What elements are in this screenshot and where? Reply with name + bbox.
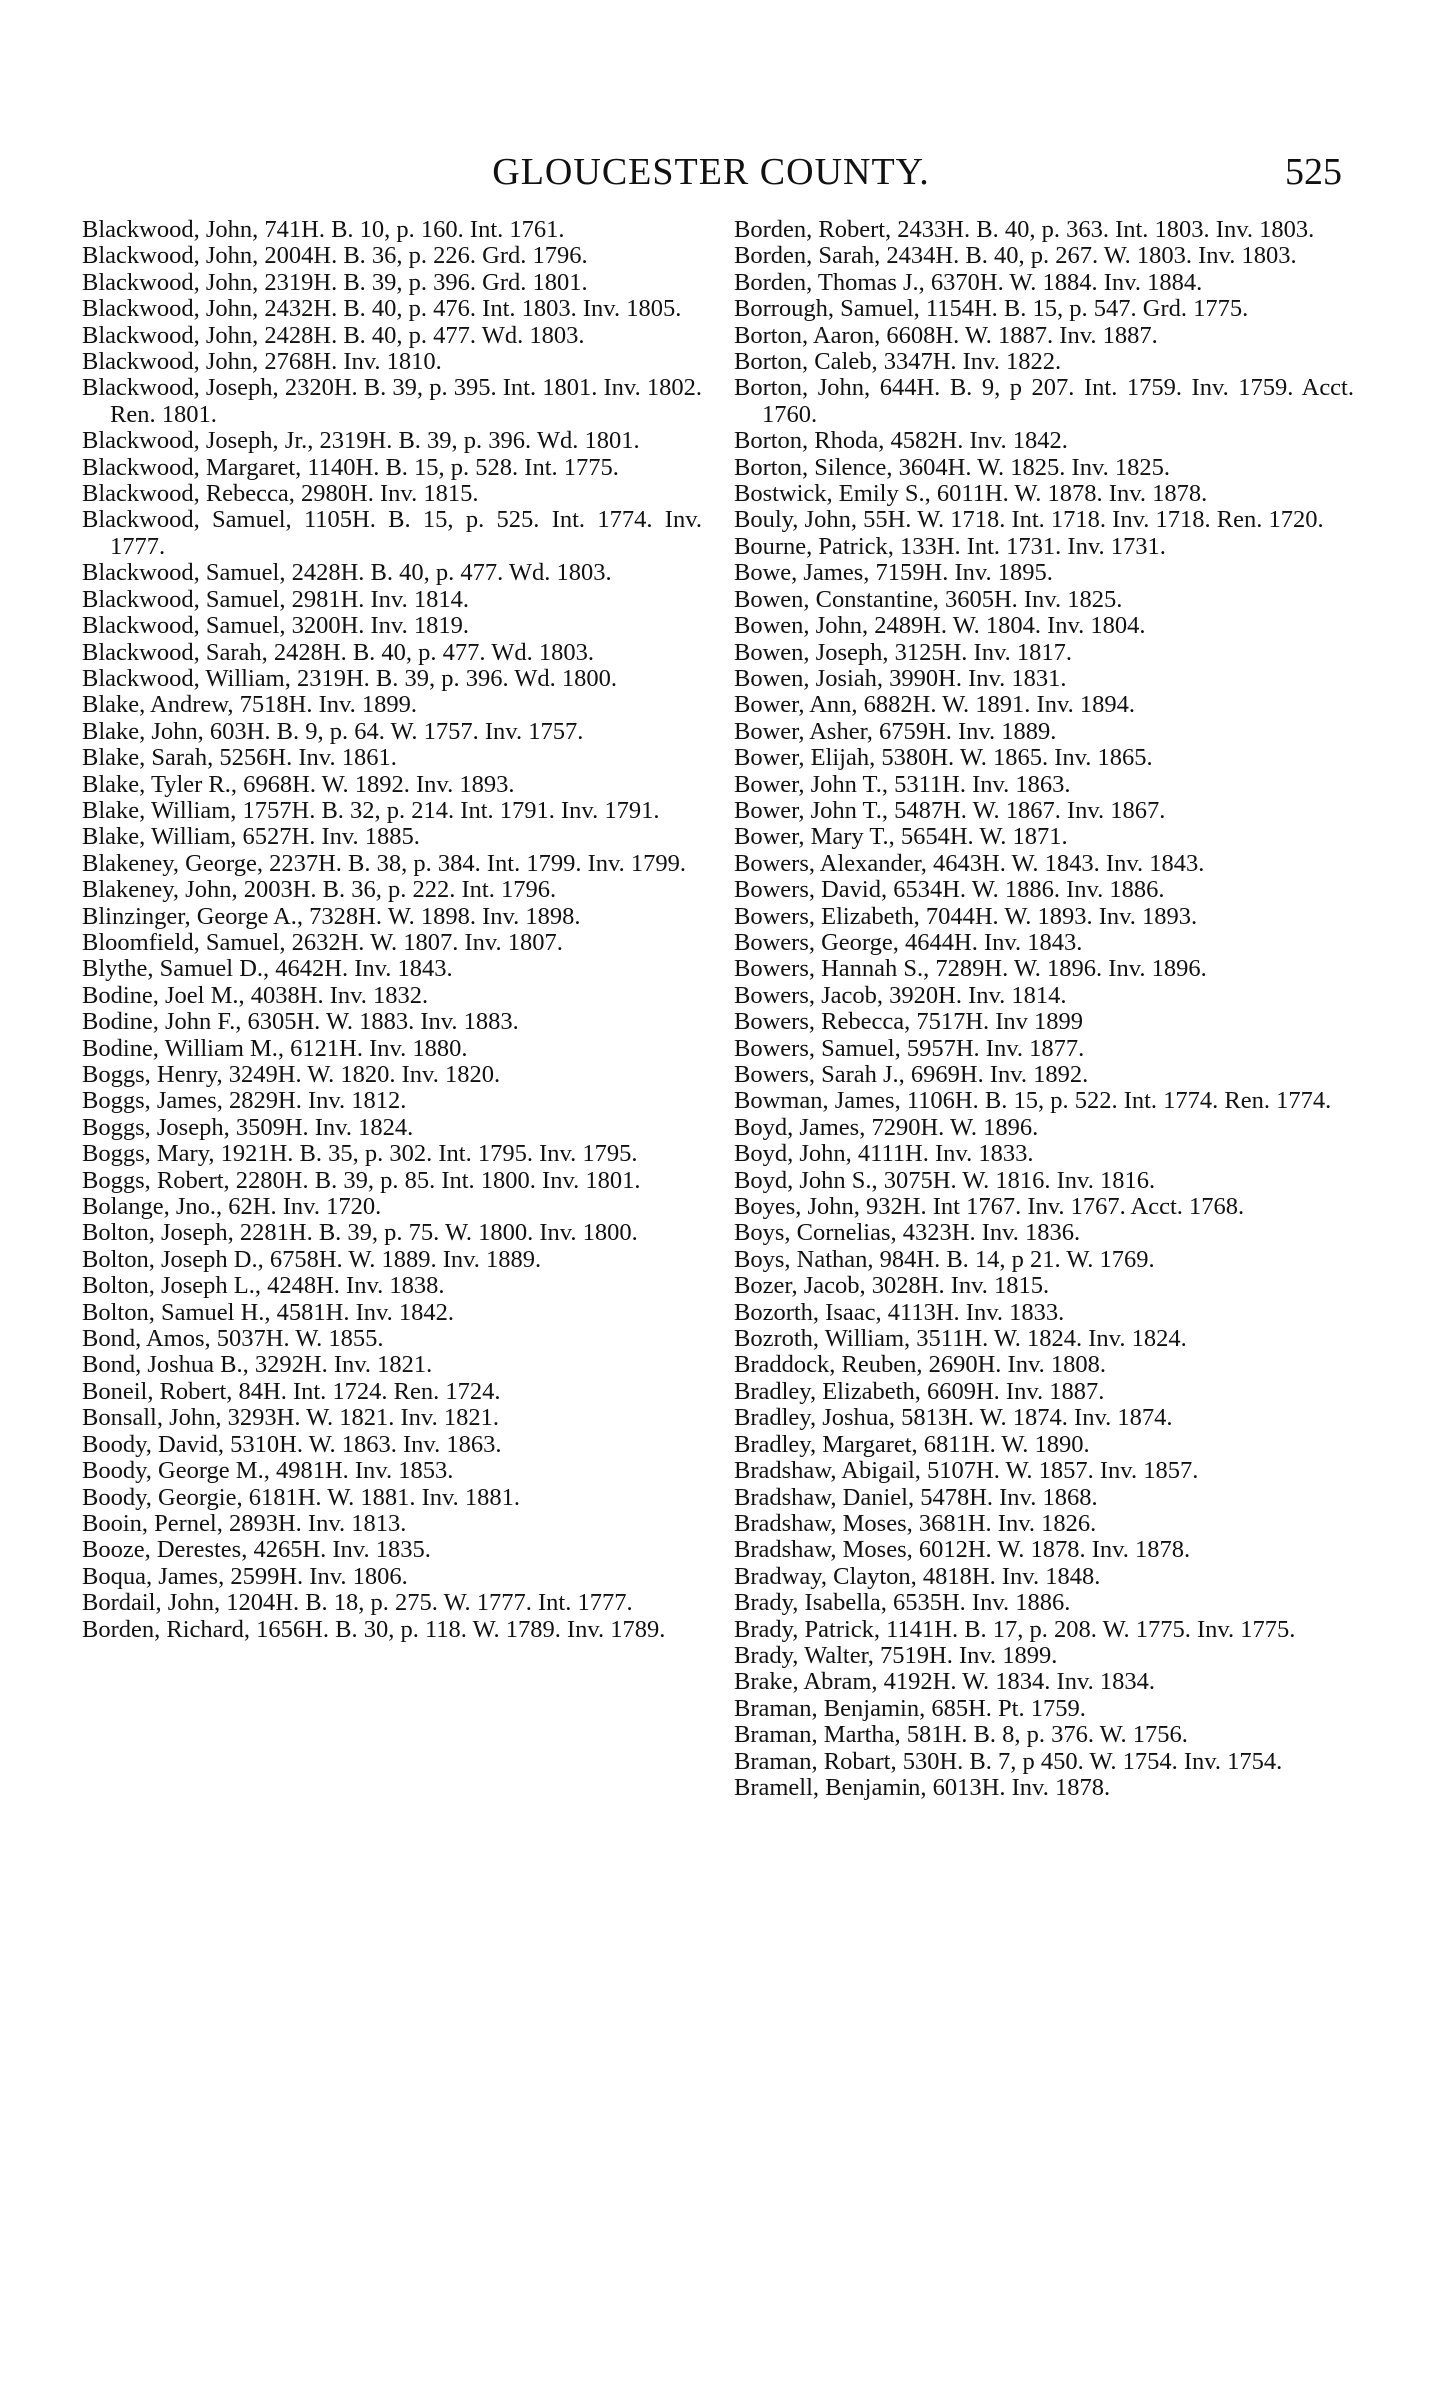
index-entry: Blackwood, John, 2004H. B. 36, p. 226. Grd. 1796. bbox=[82, 242, 588, 270]
index-entry: Bradshaw, Moses, 3681H. Inv. 1826. bbox=[734, 1509, 1097, 1537]
index-entry: Blake, William, 1757H. B. 32, p. 214. Int. 1791. Inv. 1791. bbox=[82, 796, 660, 824]
index-entry: Booin, Pernel, 2893H. Inv. 1813. bbox=[82, 1509, 407, 1537]
index-entry: Boggs, Henry, 3249H. W. 1820. Inv. 1820. bbox=[82, 1061, 501, 1088]
index-entry: Blinzinger, George A., 7328H. W. 1898. Inv. 1898. bbox=[82, 902, 581, 930]
index-entry: Bradley, Elizabeth, 6609H. Inv. 1887. bbox=[734, 1377, 1105, 1405]
index-entry: Blackwood, Sarah, 2428H. B. 40, p. 477. Wd. 1803. bbox=[82, 638, 594, 666]
index-entry: Bramell, Benjamin, 6013H. Inv. 1878. bbox=[734, 1773, 1111, 1801]
index-entry: Bozer, Jacob, 3028H. Inv. 1815. bbox=[734, 1272, 1050, 1300]
index-entry: Bloomfield, Samuel, 2632H. W. 1807. Inv. 1807. bbox=[82, 928, 563, 956]
index-entry: Bower, Asher, 6759H. Inv. 1889. bbox=[734, 717, 1057, 745]
index-entry: Bozorth, Isaac, 4113H. Inv. 1833. bbox=[734, 1298, 1065, 1326]
index-entry: Boyd, John, 4111H. Inv. 1833. bbox=[734, 1140, 1034, 1168]
index-entry: Bodine, Joel M., 4038H. Inv. 1832. bbox=[82, 981, 429, 1009]
index-entry: Bowman, James, 1106H. B. 15, p. 522. Int. 1774. Ren. 1774. bbox=[734, 1087, 1332, 1115]
index-entry: Blackwood, John, 741H. B. 10, p. 160. Int. 1761. bbox=[82, 216, 565, 243]
index-entry: Bowers, George, 4644H. Inv. 1843. bbox=[734, 928, 1083, 956]
index-entry: Bowers, David, 6534H. W. 1886. Inv. 1886. bbox=[734, 876, 1165, 904]
index-entry: Borden, Thomas J., 6370H. W. 1884. Inv. 1884. bbox=[734, 268, 1203, 296]
index-entry: Bradshaw, Abigail, 5107H. W. 1857. Inv. 1857. bbox=[734, 1457, 1199, 1485]
index-entry: Blackwood, Joseph, 2320H. B. 39, p. 395. Int. 1801. Inv. 1802. Ren. 1801. bbox=[82, 374, 702, 428]
index-entry: Bordail, John, 1204H. B. 18, p. 275. W. 1777. Int. 1777. bbox=[82, 1589, 633, 1617]
index-entry: Borden, Sarah, 2434H. B. 40, p. 267. W. 1803. Inv. 1803. bbox=[734, 242, 1297, 270]
index-entry: Brady, Walter, 7519H. Inv. 1899. bbox=[734, 1641, 1058, 1669]
index-entry: Blake, Andrew, 7518H. Inv. 1899. bbox=[82, 691, 418, 719]
index-entry: Boggs, James, 2829H. Inv. 1812. bbox=[82, 1087, 407, 1115]
index-entry: Blake, William, 6527H. Inv. 1885. bbox=[82, 823, 420, 851]
index-entry: Blackwood, Samuel, 2428H. B. 40, p. 477. Wd. 1803. bbox=[82, 559, 612, 587]
index-entry: Blake, Sarah, 5256H. Inv. 1861. bbox=[82, 744, 397, 772]
index-entry: Bolton, Joseph, 2281H. B. 39, p. 75. W. 1800. Inv. 1800. bbox=[82, 1219, 638, 1247]
index-entry: Bowers, Jacob, 3920H. Inv. 1814. bbox=[734, 981, 1067, 1009]
index-entry: Bowers, Rebecca, 7517H. Inv 1899 bbox=[734, 1008, 1084, 1036]
index-entry: Bradshaw, Moses, 6012H. W. 1878. Inv. 1878. bbox=[734, 1536, 1191, 1564]
index-entry: Blake, Tyler R., 6968H. W. 1892. Inv. 1893. bbox=[82, 770, 515, 798]
index-entry: Bowe, James, 7159H. Inv. 1895. bbox=[734, 559, 1053, 587]
index-entry: Blakeney, George, 2237H. B. 38, p. 384. Int. 1799. Inv. 1799. bbox=[82, 849, 687, 877]
index-entry: Blackwood, John, 2432H. B. 40, p. 476. Int. 1803. Inv. 1805. bbox=[82, 295, 682, 323]
index-entry: Blackwood, John, 2428H. B. 40, p. 477. Wd. 1803. bbox=[82, 321, 585, 349]
index-entry: Borden, Richard, 1656H. B. 30, p. 118. W. 1789. Inv. 1789. bbox=[82, 1615, 666, 1643]
index-entry: Braddock, Reuben, 2690H. Inv. 1808. bbox=[734, 1351, 1106, 1379]
index-entry: Blake, John, 603H. B. 9, p. 64. W. 1757. Inv. 1757. bbox=[82, 717, 584, 745]
index-entry: Blackwood, John, 2319H. B. 39, p. 396. Grd. 1801. bbox=[82, 268, 588, 296]
index-entry: Booze, Derestes, 4265H. Inv. 1835. bbox=[82, 1536, 431, 1564]
index-entry: Bowers, Alexander, 4643H. W. 1843. Inv. 1843. bbox=[734, 849, 1205, 877]
index-entry: Boys, Nathan, 984H. B. 14, p 21. W. 1769. bbox=[734, 1245, 1155, 1273]
index-entry: Bolton, Samuel H., 4581H. Inv. 1842. bbox=[82, 1298, 455, 1326]
index-entry: Bolton, Joseph D., 6758H. W. 1889. Inv. 1889. bbox=[82, 1245, 542, 1273]
index-entry: Bower, Mary T., 5654H. W. 1871. bbox=[734, 823, 1068, 851]
right-column bbox=[734, 217, 1354, 1801]
index-entry: Blackwood, Rebecca, 2980H. Inv. 1815. bbox=[82, 480, 479, 508]
index-entry: Blackwood, Joseph, Jr., 2319H. B. 39, p. 396. Wd. 1801. bbox=[82, 427, 640, 455]
index-entry: Blackwood, Samuel, 1105H. B. 15, p. 525. Int. 1774. Inv. 1777. bbox=[82, 506, 702, 560]
index-entry: Bolange, Jno., 62H. Inv. 1720. bbox=[82, 1193, 382, 1221]
index-entry: Bowen, John, 2489H. W. 1804. Inv. 1804. bbox=[734, 612, 1146, 640]
index-entry: Bradley, Joshua, 5813H. W. 1874. Inv. 1874. bbox=[734, 1404, 1173, 1432]
index-entry: Bodine, William M., 6121H. Inv. 1880. bbox=[82, 1034, 468, 1062]
index-entry: Blackwood, William, 2319H. B. 39, p. 396. Wd. 1800. bbox=[82, 664, 618, 692]
index-entry: Bowen, Joseph, 3125H. Inv. 1817. bbox=[734, 638, 1072, 666]
left-column bbox=[82, 217, 702, 1643]
index-entry: Bowers, Elizabeth, 7044H. W. 1893. Inv. 1893. bbox=[734, 902, 1198, 930]
index-entry: Bonsall, John, 3293H. W. 1821. Inv. 1821. bbox=[82, 1404, 499, 1432]
index-entry: Boys, Cornelias, 4323H. Inv. 1836. bbox=[734, 1219, 1081, 1247]
index-entry: Boqua, James, 2599H. Inv. 1806. bbox=[82, 1562, 408, 1590]
index-entry: Blackwood, Samuel, 3200H. Inv. 1819. bbox=[82, 612, 469, 640]
index-entry: Bradway, Clayton, 4818H. Inv. 1848. bbox=[734, 1562, 1101, 1590]
index-entry: Boyd, John S., 3075H. W. 1816. Inv. 1816. bbox=[734, 1166, 1156, 1194]
page-number: 525 bbox=[1285, 151, 1342, 193]
index-entry: Blackwood, Margaret, 1140H. B. 15, p. 528. Int. 1775. bbox=[82, 453, 619, 481]
index-entry: Boody, David, 5310H. W. 1863. Inv. 1863. bbox=[82, 1430, 502, 1458]
index-entry: Borton, Silence, 3604H. W. 1825. Inv. 1825. bbox=[734, 453, 1170, 481]
index-entry: Bond, Amos, 5037H. W. 1855. bbox=[82, 1325, 384, 1353]
index-entry: Bond, Joshua B., 3292H. Inv. 1821. bbox=[82, 1351, 433, 1379]
index-entry: Braman, Benjamin, 685H. Pt. 1759. bbox=[734, 1694, 1086, 1722]
index-entry: Bourne, Patrick, 133H. Int. 1731. Inv. 1731. bbox=[734, 532, 1166, 560]
index-entry: Brady, Isabella, 6535H. Inv. 1886. bbox=[734, 1589, 1071, 1617]
index-entry: Blackwood, Samuel, 2981H. Inv. 1814. bbox=[82, 585, 469, 613]
index-entry: Braman, Robart, 530H. B. 7, p 450. W. 1754. Inv. 1754. bbox=[734, 1747, 1283, 1775]
index-entry: Bodine, John F., 6305H. W. 1883. Inv. 1883. bbox=[82, 1008, 519, 1036]
index-entry: Boggs, Joseph, 3509H. Inv. 1824. bbox=[82, 1113, 414, 1141]
index-entry: Bouly, John, 55H. W. 1718. Int. 1718. Inv. 1718. Ren. 1720. bbox=[734, 506, 1324, 534]
index-entry: Borton, Caleb, 3347H. Inv. 1822. bbox=[734, 348, 1062, 376]
index-entry: Bowen, Josiah, 3990H. Inv. 1831. bbox=[734, 664, 1067, 692]
index-entry: Bower, John T., 5487H. W. 1867. Inv. 1867. bbox=[734, 796, 1166, 824]
index-entry: Braman, Martha, 581H. B. 8, p. 376. W. 1756. bbox=[734, 1721, 1188, 1749]
index-entry: Bradshaw, Daniel, 5478H. Inv. 1868. bbox=[734, 1483, 1098, 1511]
index-entry: Bowers, Hannah S., 7289H. W. 1896. Inv. 1896. bbox=[734, 955, 1207, 983]
index-entry: Borton, Rhoda, 4582H. Inv. 1842. bbox=[734, 427, 1068, 455]
index-entry: Blackwood, John, 2768H. Inv. 1810. bbox=[82, 348, 442, 376]
index-entry: Bolton, Joseph L., 4248H. Inv. 1838. bbox=[82, 1272, 445, 1300]
index-entry: Borton, John, 644H. B. 9, p 207. Int. 1759. Inv. 1759. Acct. 1760. bbox=[734, 374, 1354, 428]
index-entry: Borrough, Samuel, 1154H. B. 15, p. 547. Grd. 1775. bbox=[734, 295, 1249, 323]
page-header bbox=[80, 150, 1342, 200]
index-entry: Bower, John T., 5311H. Inv. 1863. bbox=[734, 770, 1071, 798]
index-entry: Bradley, Margaret, 6811H. W. 1890. bbox=[734, 1430, 1090, 1458]
page-title: GLOUCESTER COUNTY. bbox=[492, 151, 930, 193]
index-entry: Boyes, John, 932H. Int 1767. Inv. 1767. Acct. 1768. bbox=[734, 1193, 1245, 1221]
index-entry: Boggs, Robert, 2280H. B. 39, p. 85. Int. 1800. Inv. 1801. bbox=[82, 1166, 641, 1194]
index-entry: Boyd, James, 7290H. W. 1896. bbox=[734, 1113, 1039, 1141]
index-entry: Borden, Robert, 2433H. B. 40, p. 363. Int. 1803. Inv. 1803. bbox=[734, 216, 1315, 243]
index-entry: Brady, Patrick, 1141H. B. 17, p. 208. W. 1775. Inv. 1775. bbox=[734, 1615, 1296, 1643]
index-entry: Blakeney, John, 2003H. B. 36, p. 222. Int. 1796. bbox=[82, 876, 557, 904]
index-entry: Bostwick, Emily S., 6011H. W. 1878. Inv. 1878. bbox=[734, 480, 1208, 508]
index-entry: Bowen, Constantine, 3605H. Inv. 1825. bbox=[734, 585, 1123, 613]
index-entry: Boody, George M., 4981H. Inv. 1853. bbox=[82, 1457, 454, 1485]
index-entry: Bower, Ann, 6882H. W. 1891. Inv. 1894. bbox=[734, 691, 1135, 719]
index-entry: Borton, Aaron, 6608H. W. 1887. Inv. 1887. bbox=[734, 321, 1158, 349]
index-entry: Bowers, Sarah J., 6969H. Inv. 1892. bbox=[734, 1061, 1089, 1088]
index-entry: Bozroth, William, 3511H. W. 1824. Inv. 1824. bbox=[734, 1325, 1187, 1353]
index-entry: Boody, Georgie, 6181H. W. 1881. Inv. 1881. bbox=[82, 1483, 521, 1511]
index-entry: Boggs, Mary, 1921H. B. 35, p. 302. Int. 1795. Inv. 1795. bbox=[82, 1140, 638, 1168]
index-entry: Bowers, Samuel, 5957H. Inv. 1877. bbox=[734, 1034, 1085, 1062]
index-entry: Blythe, Samuel D., 4642H. Inv. 1843. bbox=[82, 955, 453, 983]
index-entry: Bower, Elijah, 5380H. W. 1865. Inv. 1865. bbox=[734, 744, 1153, 772]
index-entry: Brake, Abram, 4192H. W. 1834. Inv. 1834. bbox=[734, 1668, 1155, 1696]
index-entry: Boneil, Robert, 84H. Int. 1724. Ren. 1724. bbox=[82, 1377, 501, 1405]
